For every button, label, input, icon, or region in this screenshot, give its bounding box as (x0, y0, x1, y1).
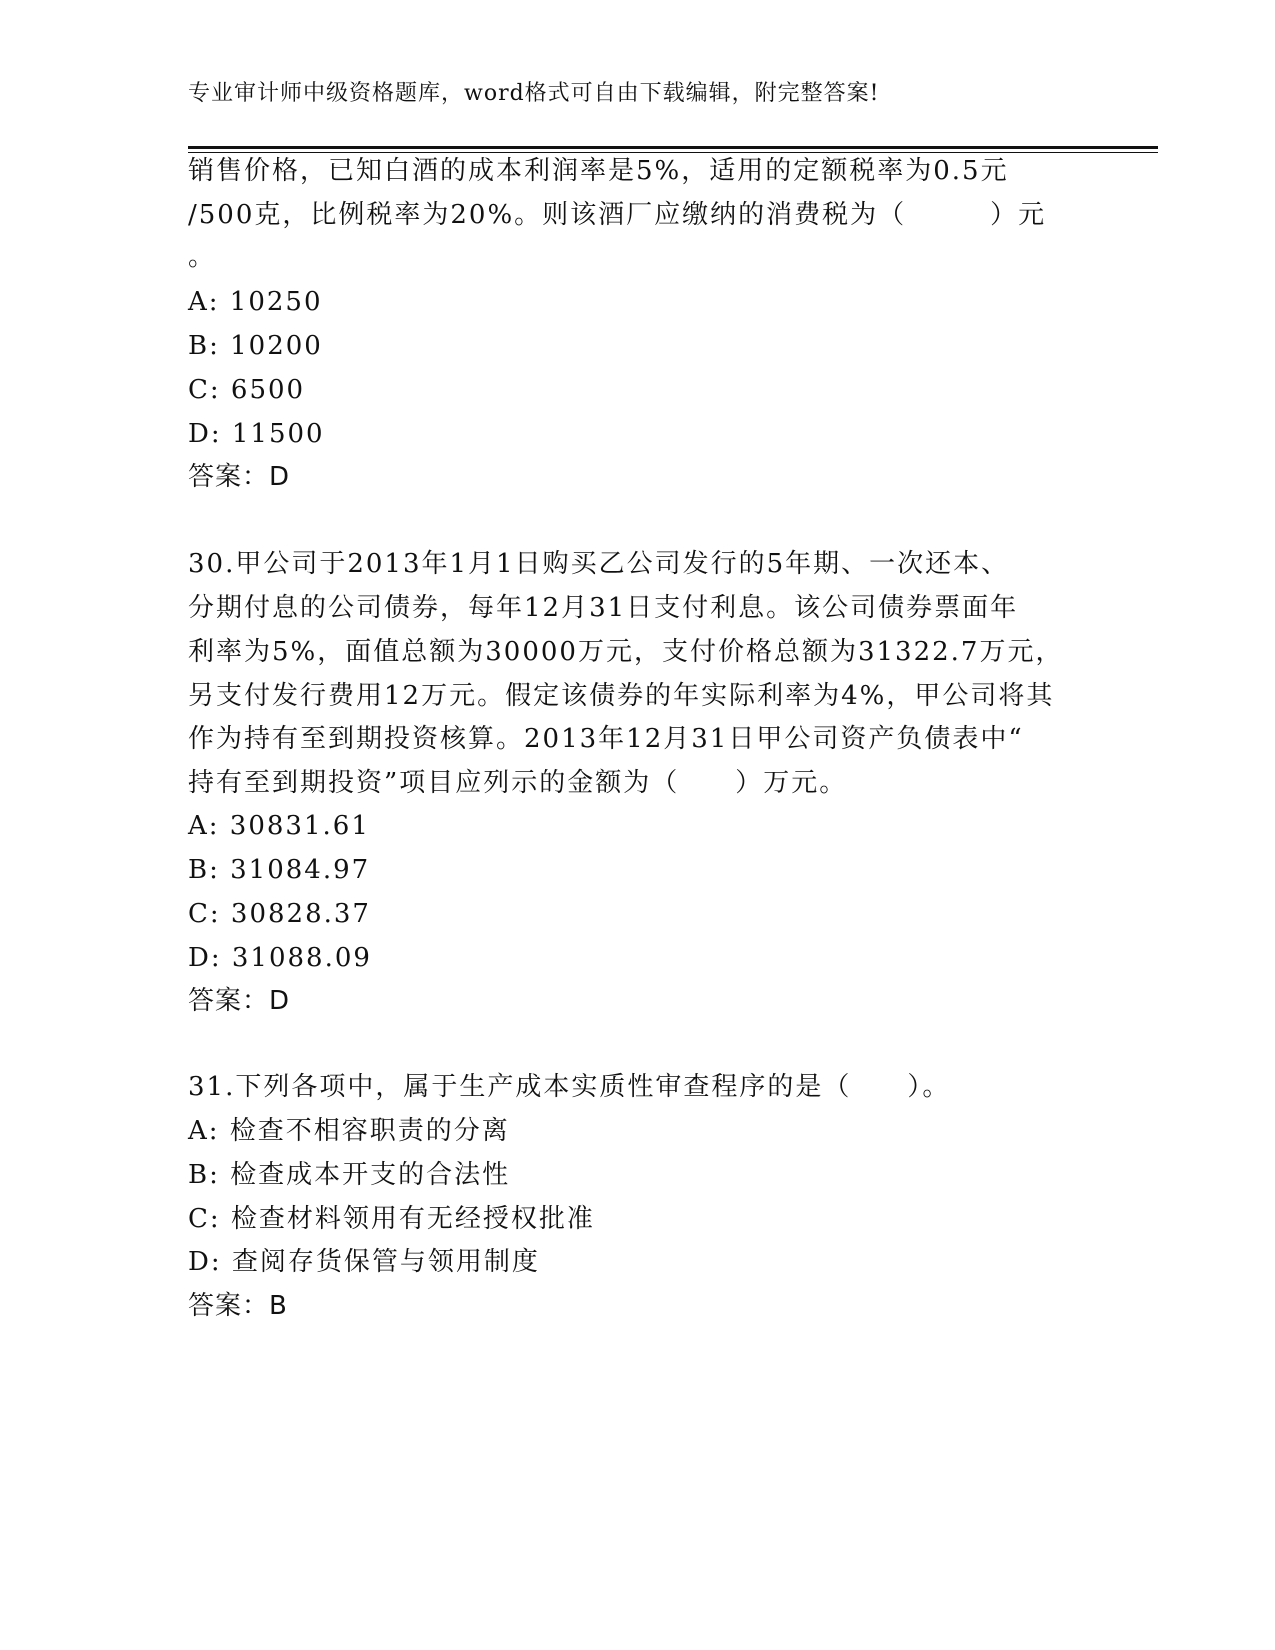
q30-option-b: B: 31084.97 (188, 855, 371, 885)
q30-stem-line-3: 利率为5%，面值总额为30000万元，支付价格总额为31322.7万元， (188, 637, 1064, 667)
q31-stem-line-1: 31.下列各项中，属于生产成本实质性审查程序的是（ ）。 (188, 1072, 951, 1102)
q30-stem-line-4: 另支付发行费用12万元。假定该债券的年实际利率为4%，甲公司将其 (188, 681, 1055, 711)
q31-option-a: A: 检查不相容职责的分离 (188, 1116, 510, 1146)
header-rule-thin (188, 152, 1158, 153)
q30-option-c: C: 30828.37 (188, 899, 371, 929)
q29-option-c: C: 6500 (188, 375, 306, 405)
q29-stem-line-1: 销售价格，已知白酒的成本利润率是5%，适用的定额税率为0.5元 (188, 156, 1009, 186)
q30-stem-line-6: 持有至到期投资”项目应列示的金额为（ ）万元。 (188, 768, 848, 798)
q29-stem-line-2: /500克，比例税率为20%。则该酒厂应缴纳的消费税为（ ）元 (188, 200, 1047, 230)
q29-option-b: B: 10200 (188, 331, 323, 361)
q31-option-b: B: 检查成本开支的合法性 (188, 1160, 511, 1190)
q31-answer: 答案：B (188, 1291, 288, 1321)
q29-option-a: A: 10250 (188, 287, 323, 317)
q30-option-a: A: 30831.61 (188, 811, 370, 841)
q31-option-c: C: 检查材料领用有无经授权批准 (188, 1204, 595, 1234)
q30-stem-line-5: 作为持有至到期投资核算。2013年12月31日甲公司资产负债表中“ (188, 724, 1024, 754)
q30-option-d: D: 31088.09 (188, 943, 372, 973)
q30-stem-line-1: 30.甲公司于2013年1月1日购买乙公司发行的5年期、一次还本、 (188, 549, 1010, 579)
q29-stem-line-3: 。 (188, 242, 217, 272)
q29-answer: 答案：D (188, 462, 291, 492)
page-header: 专业审计师中级资格题库，word格式可自由下载编辑，附完整答案! (188, 81, 880, 106)
q31-option-d: D: 查阅存货保管与领用制度 (188, 1247, 540, 1277)
q30-stem-line-2: 分期付息的公司债券，每年12月31日支付利息。该公司债券票面年 (188, 593, 1019, 623)
header-rule-thick (188, 146, 1158, 149)
q30-answer: 答案：D (188, 986, 291, 1016)
q29-option-d: D: 11500 (188, 419, 325, 449)
